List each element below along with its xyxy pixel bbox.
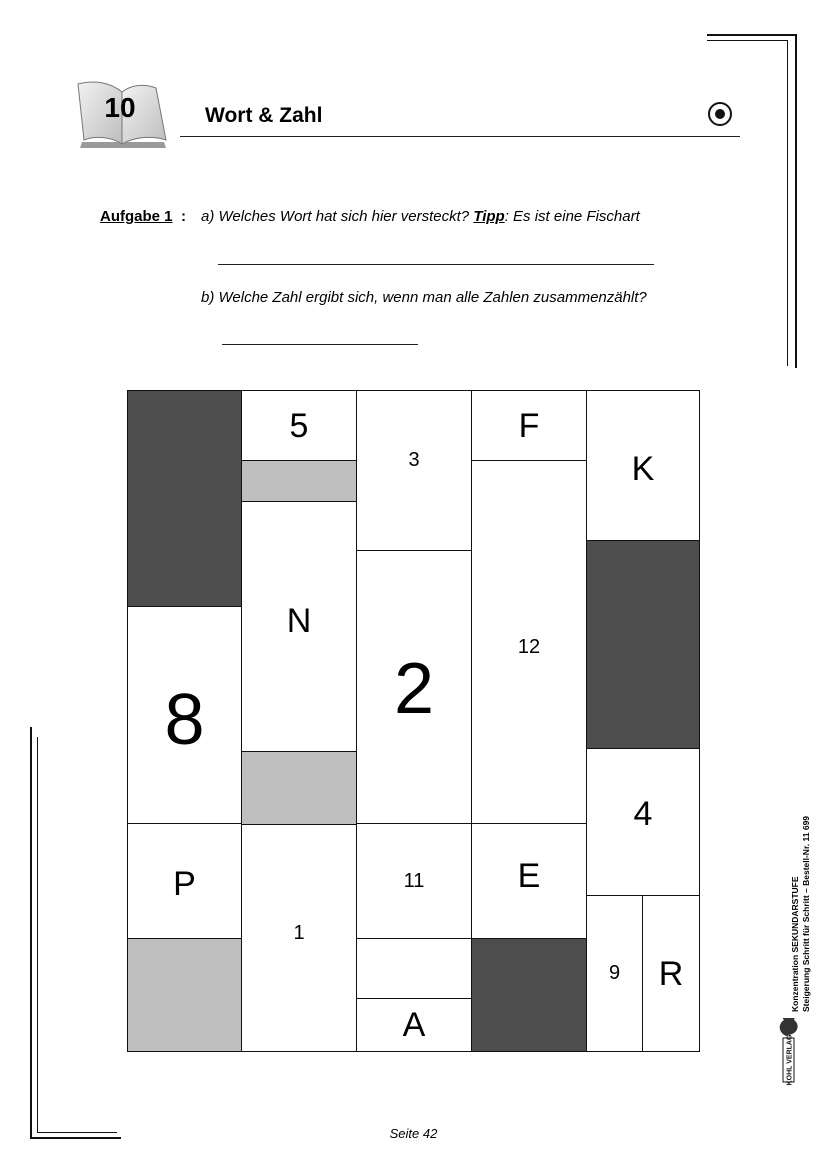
grid-cell-blank: [356, 938, 472, 999]
corner-line-top-right-h2: [707, 40, 787, 41]
publisher-logo: [774, 1018, 804, 1096]
svg-text:KOHL VERLAG: KOHL VERLAG: [786, 1034, 794, 1086]
grid-cell-A: A: [356, 998, 472, 1052]
corner-line-top-right-h1: [707, 34, 797, 36]
grid-cell-8: 8: [127, 606, 242, 824]
task-a-tipp: Tipp: [473, 208, 505, 225]
corner-line-top-right-v2: [787, 40, 788, 366]
grid-cell-N: N: [241, 501, 357, 752]
corner-line-bottom-left-v1: [30, 727, 32, 1139]
target-icon: [707, 101, 733, 127]
grid-cell-P: P: [127, 823, 242, 939]
grid-cell-12: 12: [471, 460, 587, 824]
grid-cell-F: F: [471, 390, 587, 461]
answer-line-a: [218, 264, 654, 265]
grid-cell-R: R: [642, 895, 700, 1052]
grid-cell-4: 4: [586, 748, 700, 896]
page-title: Wort & Zahl: [205, 104, 323, 127]
grid-cell-2: 2: [356, 550, 472, 824]
task-a-text-before: a) Welches Wort hat sich hier versteckt?: [201, 208, 474, 225]
task-a-text-after: : Es ist eine Fischart: [504, 208, 640, 225]
grid-cell-light: [241, 751, 357, 825]
corner-line-bottom-left-v2: [37, 737, 38, 1133]
grid-cell-E: E: [471, 823, 587, 939]
grid-cell-3: 3: [356, 390, 472, 551]
task-b-question: b) Welche Zahl ergibt sich, wenn man alle Zahlen zusammenzählt?: [201, 289, 647, 306]
corner-line-top-right-v1: [795, 34, 797, 368]
task-label-colon: :: [181, 208, 186, 225]
title-underline: [180, 136, 740, 137]
grid-cell-light: [241, 460, 357, 502]
task-label: Aufgabe 1: [100, 208, 173, 225]
grid-cell-dark: [127, 390, 242, 607]
sidebar-line-1: Konzentration SEKUNDARSTUFE: [790, 876, 800, 1012]
sidebar-line-2: Steigerung Schritt für Schritt – Bestell-Nr. 11 699: [801, 815, 811, 1012]
grid-cell-dark: [471, 938, 587, 1052]
grid-cell-dark: [586, 540, 700, 749]
grid-cell-1: 1: [241, 824, 357, 1052]
puzzle-grid: [127, 390, 700, 1052]
grid-cell-5: 5: [241, 390, 357, 461]
chapter-number: 10: [104, 92, 136, 123]
publisher-sidebar: [790, 772, 820, 1012]
grid-cell-11: 11: [356, 823, 472, 939]
grid-cell-light: [127, 938, 242, 1052]
task-a-question: [201, 208, 640, 225]
grid-cell-K: K: [586, 390, 700, 541]
answer-line-b: [222, 344, 418, 345]
grid-cell-9: 9: [586, 895, 643, 1052]
page-number: Seite 42: [389, 1126, 438, 1141]
